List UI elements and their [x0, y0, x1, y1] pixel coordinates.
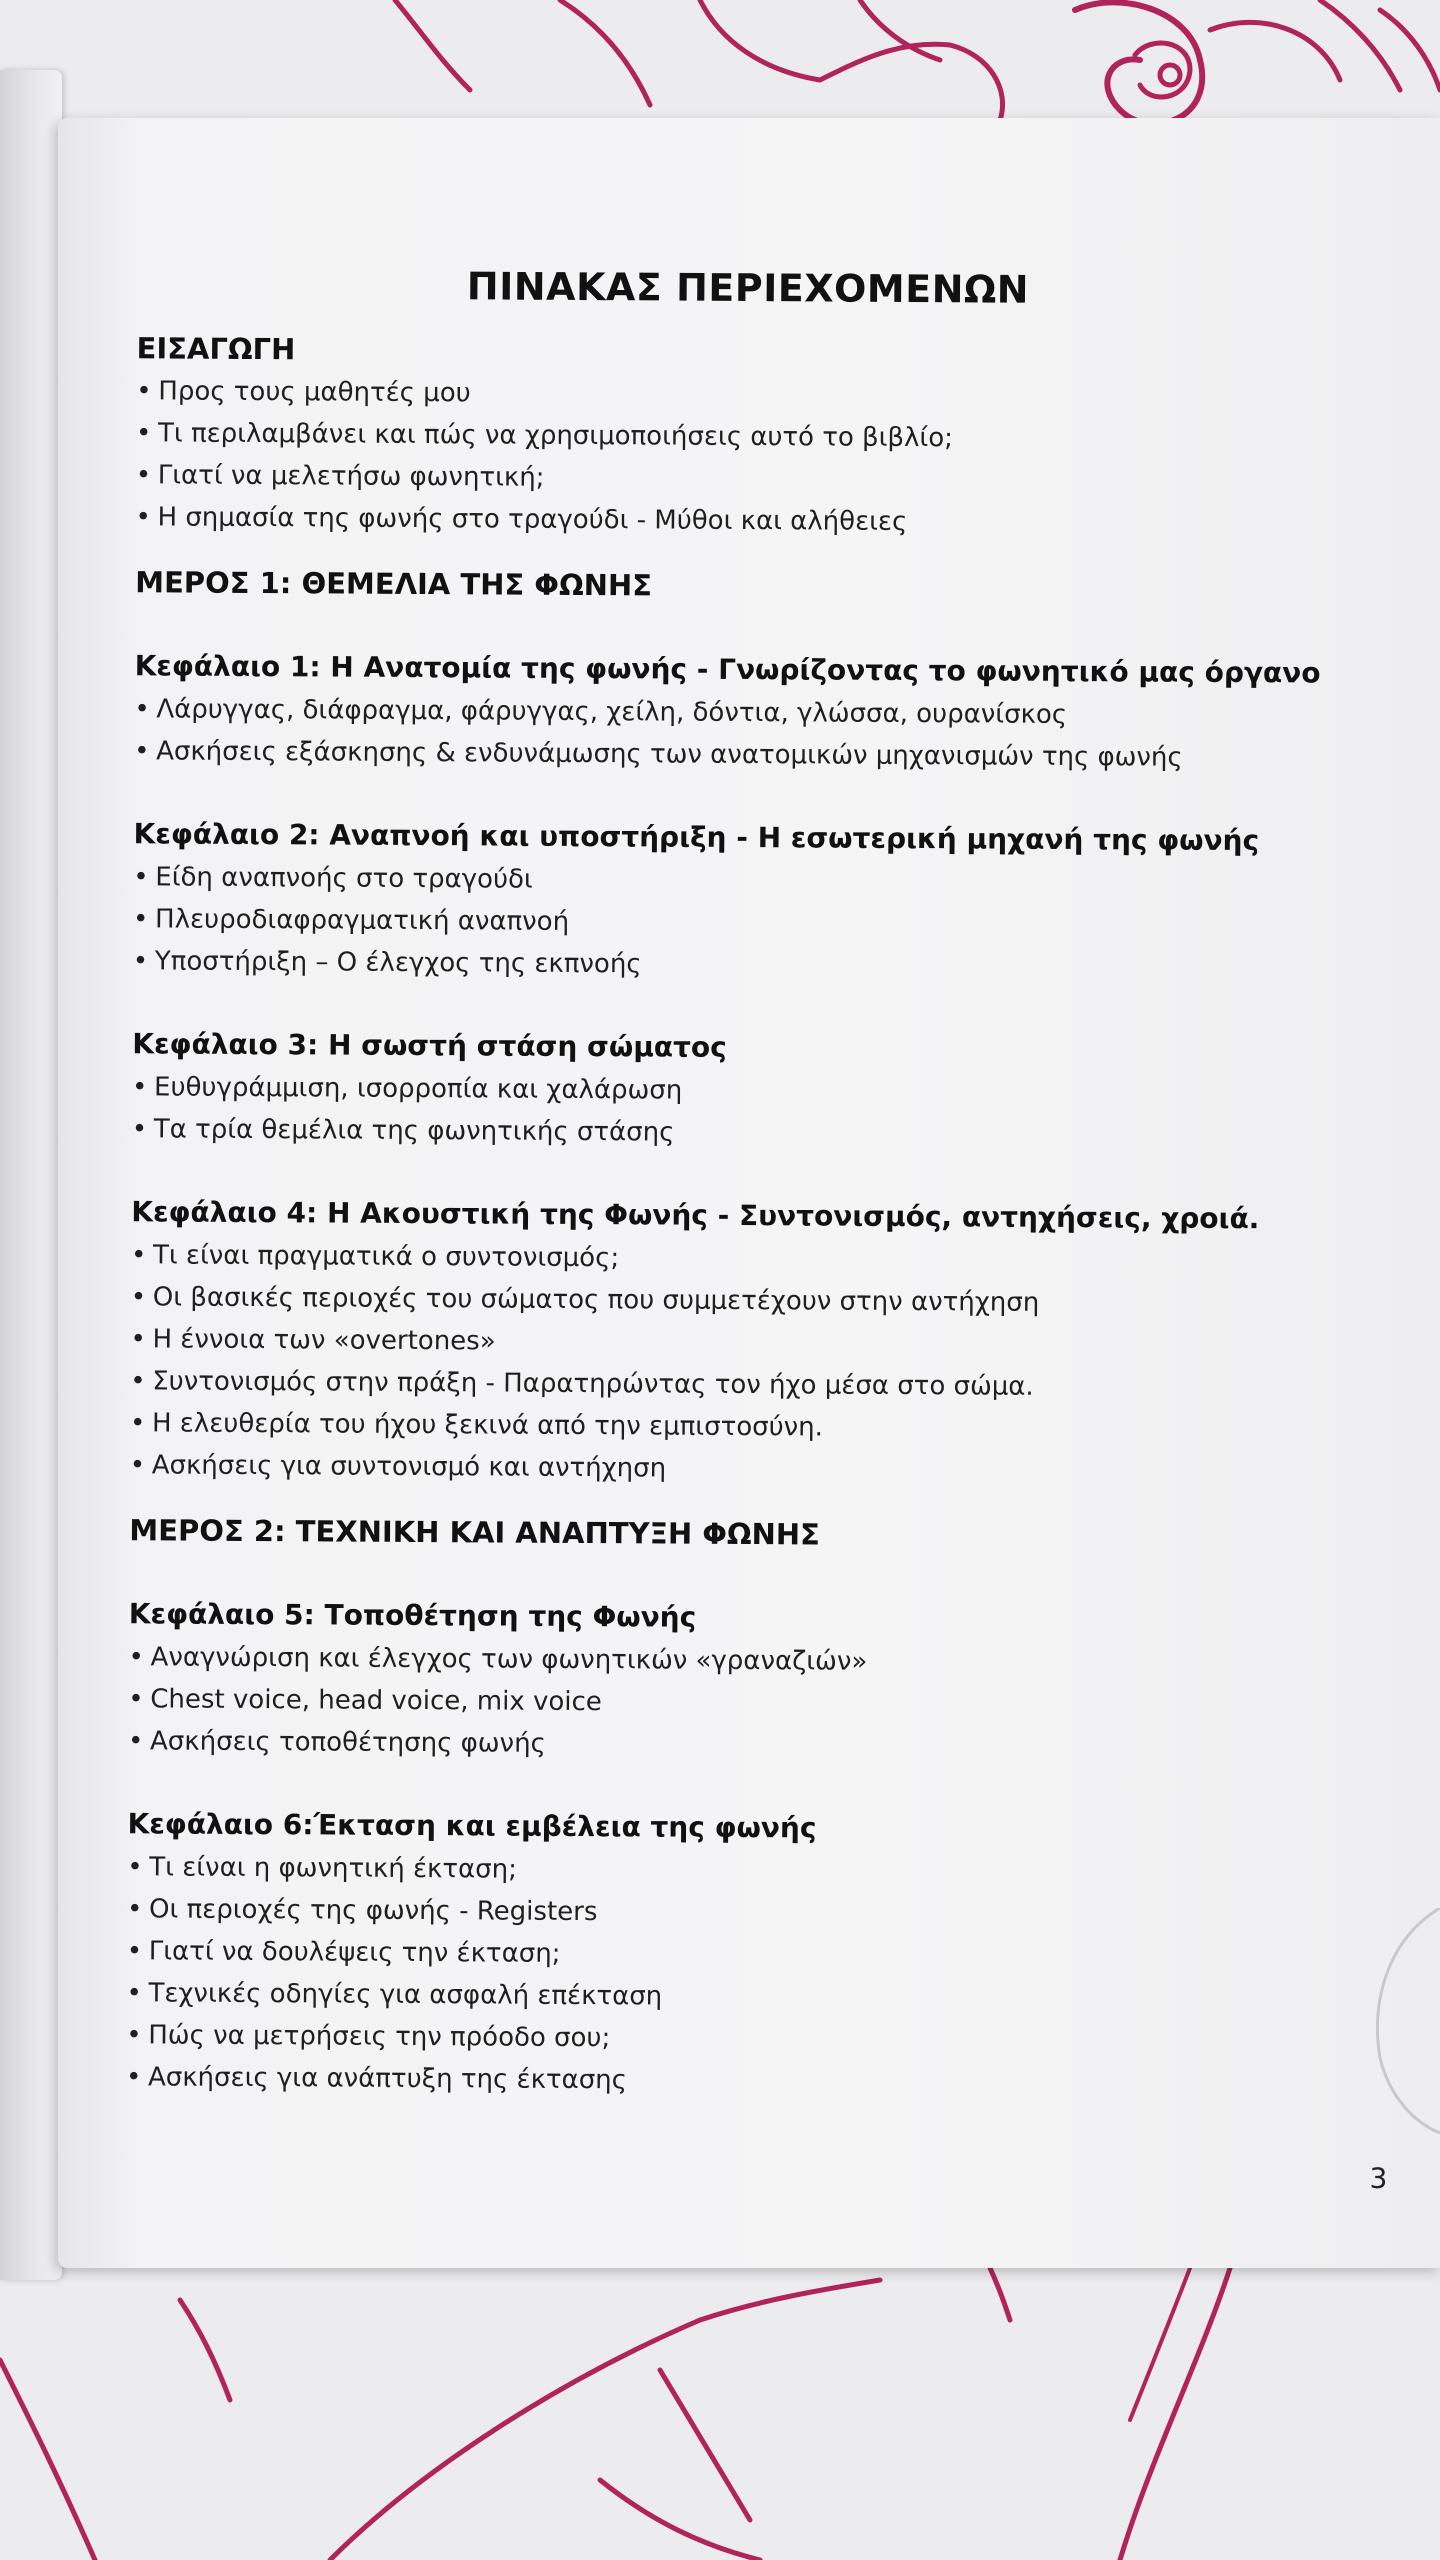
bullet-icon: •	[135, 418, 152, 449]
toc-item-text: Προς τους μαθητές μου	[158, 376, 471, 409]
toc-item-text: Πλευροδιαφραγματική αναπνοή	[155, 904, 570, 937]
toc-list-item	[134, 730, 1394, 780]
toc-item-text: Υποστήριξη – Ο έλεγχος της εκπνοής	[154, 946, 642, 980]
toc-list-item	[130, 1444, 1390, 1494]
toc-item-text: Ασκήσεις για συντονισμό και αντήχηση	[151, 1450, 667, 1484]
bullet-icon: •	[135, 460, 152, 491]
toc-chapter-heading: Κεφάλαιο 6:Έκταση και εμβέλεια της φωνής	[127, 1807, 817, 1845]
toc-chapter-heading: Κεφάλαιο 3: Η σωστή στάση σώματος	[132, 1027, 727, 1064]
bullet-icon: •	[126, 1936, 143, 1967]
bullet-icon: •	[126, 1894, 143, 1925]
bullet-icon: •	[130, 1366, 146, 1397]
toc-chapter-heading: Κεφάλαιο 2: Αναπνοή και υποστήριξη - Η εσωτερική μηχανή της φωνής	[133, 817, 1260, 858]
book-page	[58, 118, 1440, 2268]
toc-chapter-block	[134, 644, 1395, 780]
toc-item-text: Η έννοια των «overtones»	[152, 1324, 496, 1357]
toc-item-text: Είδη αναπνοής στο τραγούδι	[155, 862, 533, 895]
bullet-icon: •	[130, 1282, 147, 1313]
floral-pattern-top	[395, 0, 1440, 124]
bullet-icon: •	[126, 2020, 142, 2051]
toc-item-text: Η σημασία της φωνής στο τραγούδι - Μύθοι και αλήθειες	[157, 502, 908, 537]
toc-list-item	[133, 940, 1393, 990]
toc-item-text: Γιατί να μελετήσω φωνητική;	[157, 460, 545, 493]
bullet-icon: •	[127, 1852, 143, 1883]
toc-chapter-block	[126, 1802, 1388, 2106]
toc-section-block	[135, 326, 1396, 546]
bullet-icon: •	[134, 736, 150, 767]
bullet-icon: •	[130, 1240, 147, 1271]
toc-chapter-heading: Κεφάλαιο 4: Η Ακουστική της Φωνής - Συντονισμός, αντηχήσεις, χροιά.	[131, 1195, 1260, 1236]
table-of-contents	[126, 326, 1397, 2106]
toc-chapter-heading: Κεφάλαιο 5: Τοποθέτηση της Φωνής	[128, 1597, 697, 1634]
page-number: 3	[1369, 2161, 1388, 2195]
bullet-icon: •	[134, 694, 150, 725]
toc-chapter-block	[128, 1592, 1389, 1770]
toc-part-block	[129, 1508, 1389, 1560]
bullet-icon: •	[133, 904, 149, 935]
bullet-icon: •	[135, 502, 151, 533]
toc-part-heading: ΜΕΡΟΣ 2: ΤΕΧΝΙΚΗ ΚΑΙ ΑΝΑΠΤΥΞΗ ΦΩΝΗΣ	[129, 1513, 821, 1552]
bullet-icon: •	[128, 1684, 144, 1715]
bullet-icon: •	[133, 862, 149, 893]
toc-item-text: Οι περιοχές της φωνής - Registers	[148, 1894, 598, 1928]
toc-item-text: Γιατί να δουλέψεις την έκταση;	[148, 1936, 561, 1969]
toc-part-block	[135, 560, 1395, 612]
toc-list-item	[126, 2056, 1386, 2106]
bullet-icon: •	[129, 1450, 146, 1481]
toc-item-text: Αναγνώριση και έλεγχος των φωνητικών «γραναζιών»	[150, 1642, 868, 1677]
toc-item-text: Η ελευθερία του ήχου ξεκινά από την εμπιστοσύνη.	[151, 1408, 824, 1443]
bullet-icon: •	[132, 946, 149, 977]
toc-list-item	[135, 496, 1395, 546]
bullet-icon: •	[128, 1642, 145, 1673]
toc-item-text: Ασκήσεις εξάσκησης & ενδυνάμωσης των ανατομικών μηχανισμών της φωνής	[156, 736, 1183, 773]
bullet-icon: •	[126, 1978, 142, 2009]
toc-item-text: Ευθυγράμμιση, ισορροπία και χαλάρωση	[153, 1072, 683, 1106]
bullet-icon: •	[131, 1114, 148, 1145]
toc-item-text: Τι είναι πραγματικά ο συντονισμός;	[152, 1240, 620, 1274]
page-content	[45, 114, 1440, 2272]
toc-item-text: Τι περιλαμβάνει και πώς να χρησιμοποιήσεις αυτό το βιβλίο;	[157, 418, 954, 454]
toc-list-item	[128, 1720, 1388, 1770]
toc-item-text: Chest voice, head voice, mix voice	[150, 1684, 602, 1718]
bullet-icon: •	[136, 376, 152, 407]
bullet-icon: •	[131, 1072, 148, 1103]
toc-list-item	[132, 1108, 1392, 1158]
toc-chapter-block	[132, 1022, 1393, 1158]
toc-item-text: Ασκήσεις τοποθέτησης φωνής	[149, 1726, 546, 1759]
toc-item-text: Τα τρία θεμέλια της φωνητικής στάσης	[153, 1114, 675, 1148]
toc-item-text: Οι βασικές περιοχές του σώματος που συμμετέχουν στην αντήχηση	[152, 1282, 1040, 1318]
toc-chapter-heading: Κεφάλαιο 1: Η Ανατομία της φωνής - Γνωρίζοντας το φωνητικό μας όργανο	[134, 649, 1321, 690]
toc-item-text: Συντονισμός στην πράξη - Παρατηρώντας τον ήχο μέσα στο σώμα.	[152, 1366, 1034, 1402]
toc-chapter-block	[133, 812, 1394, 990]
floral-pattern-bottom	[0, 2268, 1230, 2560]
toc-item-text: Τι είναι η φωνητική έκταση;	[149, 1852, 517, 1885]
bullet-icon: •	[129, 1408, 146, 1439]
toc-part-heading: ΜΕΡΟΣ 1: ΘΕΜΕΛΙΑ ΤΗΣ ΦΩΝΗΣ	[135, 565, 653, 603]
page-title: ΠΙΝΑΚΑΣ ΠΕΡΙΕΧΟΜΕΝΩΝ	[466, 264, 1030, 312]
toc-chapter-block	[130, 1190, 1392, 1494]
page-curl	[1350, 1908, 1440, 2138]
toc-item-text: Ασκήσεις για ανάπτυξη της έκτασης	[147, 2062, 628, 2096]
bullet-icon: •	[125, 2062, 142, 2093]
bullet-icon: •	[127, 1726, 144, 1757]
toc-item-text: Λάρυγγας, διάφραγμα, φάρυγγας, χείλη, δόντια, γλώσσα, ουρανίσκος	[156, 694, 1068, 730]
toc-item-text: Τεχνικές οδηγίες για ασφαλή επέκταση	[148, 1978, 663, 2012]
bullet-icon: •	[130, 1324, 146, 1355]
toc-section-heading: ΕΙΣΑΓΩΓΗ	[136, 331, 296, 367]
toc-item-text: Πώς να μετρήσεις την πρόοδο σου;	[148, 2020, 611, 2054]
